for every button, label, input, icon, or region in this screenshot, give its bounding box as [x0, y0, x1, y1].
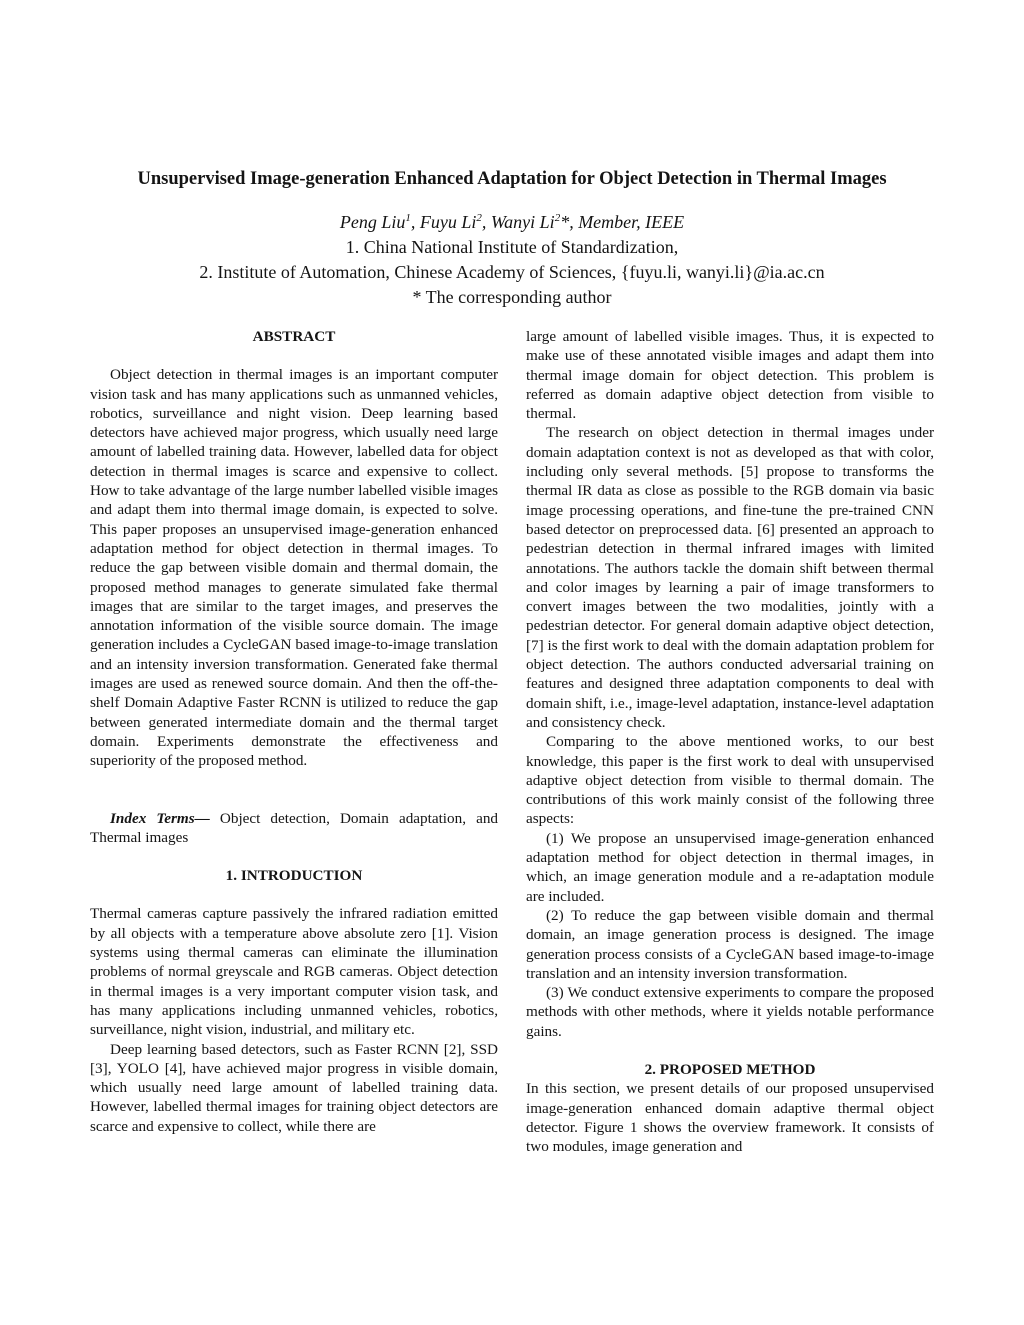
author-names — [60, 210, 964, 235]
intro-paragraph-1: Thermal cameras capture passively the infrared radiation emitted by all objects with a temperature above absolute zero [1]. Vision systems using thermal cameras can eliminate the illumination problems of normal greyscale and RGB cameras. Object detection in thermal images is a very important computer vision task, and has many applications including unmanned vehicles, robotics, surveillance, night vision, industrial, and military etc. — [90, 905, 498, 1039]
author-2: Fuyu Li — [419, 212, 477, 232]
intro-paragraph-2-cont: large amount of labelled visible images. Thus, it is expected to make use of these annotated visible images and adapt them into thermal image domain for object detection. This problem is referred as domain adaptive object detection from visible to thermal. — [526, 328, 934, 423]
index-terms — [90, 809, 498, 848]
intro-heading: 1. INTRODUCTION — [225, 867, 363, 885]
author-3-suffix: *, Member, IEEE — [560, 212, 685, 232]
author-block — [60, 210, 964, 310]
author-1: Peng Liu — [339, 212, 406, 232]
author-separator: , — [481, 212, 491, 232]
corresponding-note: * The corresponding author — [412, 287, 612, 307]
abstract-text: Object detection in thermal images is an important computer vision task and has many applications such as unmanned vehicles, robotics, surveillance and night vision. Deep learning based detectors have achieved major progress, which usually need large amount of labelled training data. However, labelled data for object detection in thermal images is scarce and expensive to collect. How to take advantage of the large number labelled visible images and adapt them into thermal image domain, is expected to solve. This paper proposes an unsupervised image-generation enhanced adaptation method for object detection in thermal images. To reduce the gap between visible domain and thermal domain, the proposed method manages to generate simulated fake thermal images that are similar to the target images, and preserves the annotation information of the visible source domain. The image generation includes a CycleGAN based image-to-image translation and an intensity inversion transformation. Generated fake thermal images are used as renewed source domain. And then the off-the-shelf Domain Adaptive Faster RCNN is utilized to reduce the gap between generated intermediate domain and the thermal target domain. Experiments demonstrate the effectiveness and superiority of the proposed method. — [90, 366, 498, 770]
intro-paragraph-3: The research on object detection in thermal images under domain adaptation context is not as developed as that with color, including only several methods. [5] propose to transforms the thermal IR data as close as possible to the RGB domain via basic image processing operations, and fine-tune the pre-trained CNN based detector on preprocessed data. [6] presented an approach to pedestrian detection in thermal infrared images with limited annotations. The authors tackle the domain shift between thermal and color images by learning a pair of image transformers to convert images between the two modalities, jointly with a pedestrian detector. For general domain adaptive object detection, [7] is the first work to deal with the domain adaptation problem for object detection. The authors conducted adversarial training on features and designed three adaptation components to deal with domain shift, i.e., image-level adaptation, instance-level adaptation and consistency check. — [526, 424, 934, 731]
method-paragraph-1: In this section, we present details of our proposed unsupervised image-generation enhanced domain adaptive thermal object detector. Figure 1 shows the overview framework. It consists of two modules, image generation and — [526, 1080, 934, 1156]
contribution-2: (2) To reduce the gap between visible domain and thermal domain, an image generation process is designed. The image generation process consists of a CycleGAN based image-to-image translation and an intensity inversion transformation. — [526, 906, 934, 982]
paper-title: Unsupervised Image-generation Enhanced Adaptation for Object Detection in Thermal Images — [137, 169, 887, 189]
author-separator: , — [410, 212, 420, 232]
index-terms-label: Index Terms— — [110, 809, 210, 827]
right-column — [526, 327, 934, 1156]
method-heading: 2. PROPOSED METHOD — [644, 1060, 816, 1078]
affiliation-2: 2. Institute of Automation, Chinese Academy of Sciences, {fuyu.li, wanyi.li}@ia.ac.cn — [199, 262, 825, 282]
author-2-affil: 2 — [476, 212, 482, 224]
intro-paragraph-4: Comparing to the above mentioned works, to our best knowledge, this paper is the first work to deal with unsupervised adaptive object detection from visible to thermal domain. The contributions of this work mainly consist of the following three aspects: — [526, 733, 934, 828]
contribution-1: (1) We propose an unsupervised image-generation enhanced adaptation method for object detection in thermal images, in which, an image generation module and a re-adaptation module are included. — [526, 829, 934, 905]
author-1-affil: 1 — [405, 212, 411, 224]
intro-paragraph-2: Deep learning based detectors, such as Faster RCNN [2], SSD [3], YOLO [4], have achieved major progress in visible domain, which usually need large amount of labelled training data. However, labelled thermal images for training object detectors are scarce and expensive to collect, while there are — [90, 1040, 498, 1135]
abstract-heading: ABSTRACT — [252, 328, 336, 345]
author-3-affil: 2 — [554, 212, 561, 224]
affiliation-1: 1. China National Institute of Standardization, — [345, 237, 679, 257]
contribution-3: (3) We conduct extensive experiments to compare the proposed methods with other methods, where it yields notable performance gains. — [526, 984, 934, 1040]
author-3: Wanyi Li — [490, 212, 555, 232]
index-terms-text: Object detection, Domain adaptation, and Thermal images — [90, 809, 499, 846]
left-column — [90, 327, 498, 1136]
